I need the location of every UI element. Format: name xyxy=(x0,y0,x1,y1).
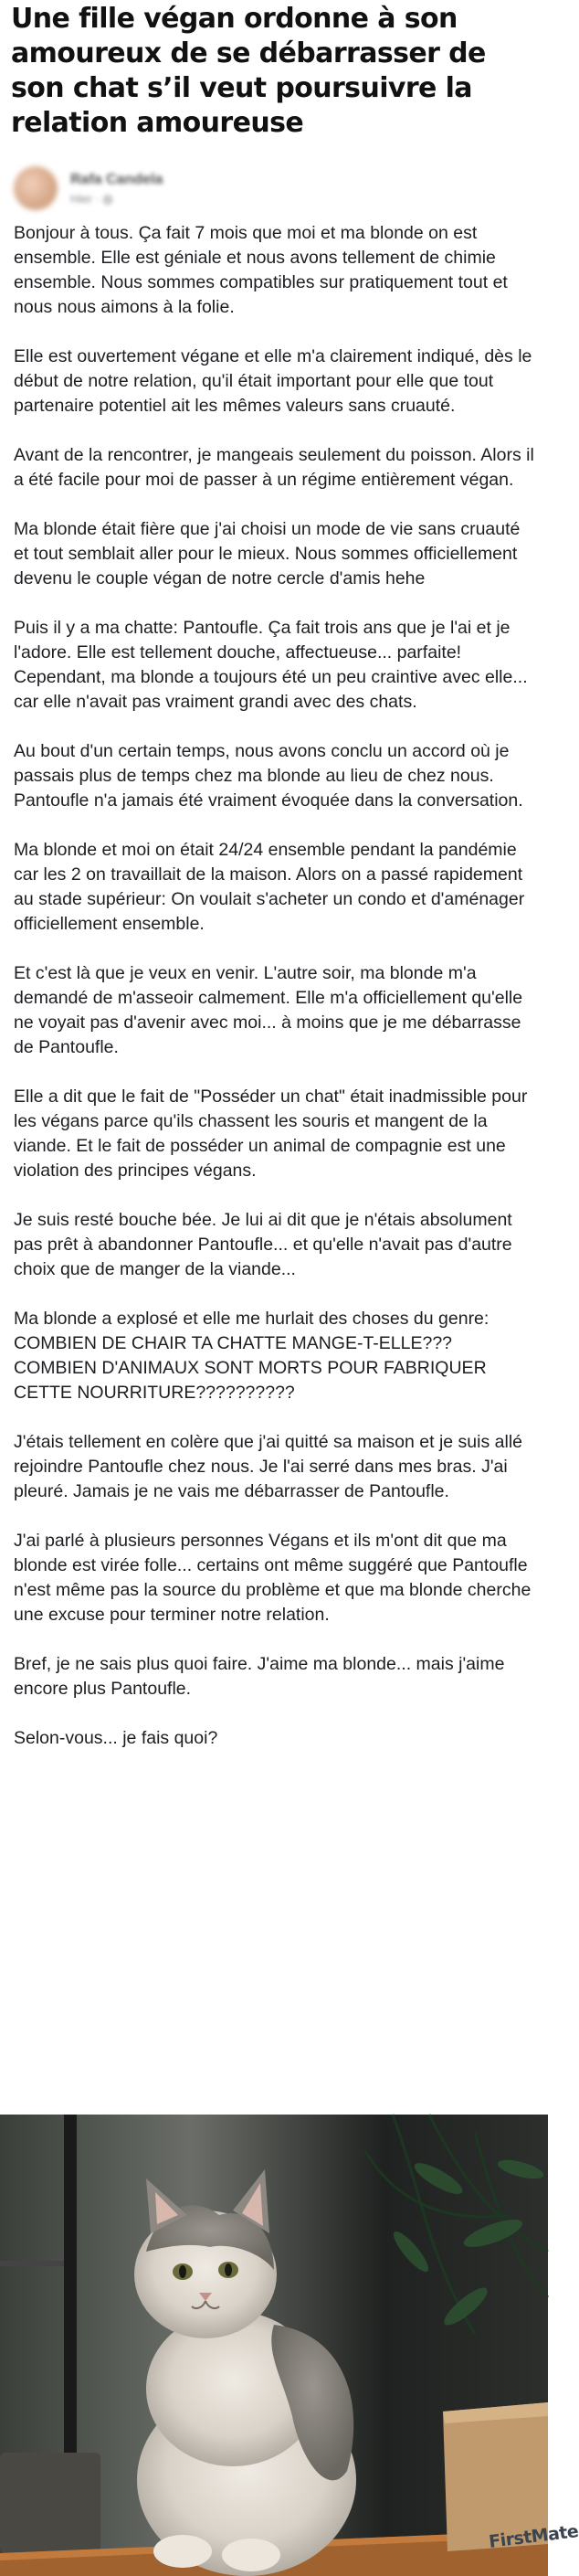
post-paragraph: Au bout d'un certain temps, nous avons conclu un accord où je passais plus de temps chez ma blonde au lieu de chez nous. Pantoufle n'a jamais été vraiment évoquée dans la conversation. xyxy=(14,741,523,811)
post-paragraph: Elle a dit que le fait de "Posséder un chat" était inadmissible pour les végans parce qu'ils chassent les souris et mangent de la viande. Et le fait de posséder un animal de compagnie est une violation des principes végans. xyxy=(14,1087,528,1181)
post-paragraph: Ma blonde et moi on était 24/24 ensemble pendant la pandémie car les 2 on travaillait de la maison. Alors on a passé rapidement au stade supérieur: On voulait s'acheter un condo et d'aménager officiellement ensemble. xyxy=(14,840,525,934)
post-paragraph: Ma blonde a explosé et elle me hurlait des choses du genre: COMBIEN DE CHAIR TA CHATTE MANGE-T-ELLE??? COMBIEN D'ANIMAUX SONT MORTS POUR FABRIQUER CETTE NOURRITURE?????????? xyxy=(14,1309,490,1403)
post-paragraph: Ma blonde était fière que j'ai choisi un mode de vie sans cruauté et tout semblait aller pour le mieux. Nous sommes officiellement devenu le couple végan de notre cercle d'amis hehe xyxy=(14,519,521,588)
cat-photo xyxy=(0,2115,548,2576)
post-paragraph: Avant de la rencontrer, je mangeais seulement du poisson. Alors il a été facile pour moi de passer à un régime entièrement végan. xyxy=(14,445,534,490)
post-paragraph: Bref, je ne sais plus quoi faire. J'aime ma blonde... mais j'aime encore plus Pantoufle. xyxy=(14,1654,505,1699)
post-header xyxy=(14,163,379,214)
cat-photo-illustration xyxy=(0,2115,548,2576)
avatar[interactable] xyxy=(14,166,58,210)
post-paragraph: Bonjour à tous. Ça fait 7 mois que moi et ma blonde on est ensemble. Elle est géniale et nous avons tellement de chimie ensemble. Nous sommes compatibles sur pratiquement tout et nous nous aimons à la folie. xyxy=(14,223,508,317)
post-date[interactable] xyxy=(70,192,113,207)
globe-icon: ◍ xyxy=(102,192,113,206)
article-headline: Une fille végan ordonne à son amoureux de se débarrasser de son chat s’il veut poursuivre la relation amoureuse xyxy=(11,3,486,139)
post-paragraph: Elle est ouvertement végane et elle m'a clairement indiqué, dès le début de notre relation, qu'il était important pour elle que tout partenaire potentiel ait les mêmes valeurs sans cruauté. xyxy=(14,346,532,416)
post-date-text: Hier · xyxy=(70,192,103,206)
post-author[interactable]: Rafa Candela xyxy=(70,172,163,187)
post-paragraph: Selon-vous... je fais quoi? xyxy=(14,1728,218,1748)
box-brand-label: FirstMate xyxy=(488,2521,579,2552)
post-paragraph: Puis il y a ma chatte: Pantoufle. Ça fait trois ans que je l'ai et je l'adore. Elle est tellement douche, affectueuse... parfaite! Cependant, ma blonde a toujours été un peu craintive avec elle... car elle n'avait pas vraiment grandi avec des chats. xyxy=(14,618,528,712)
post-body xyxy=(14,221,536,1776)
social-post-card xyxy=(6,157,542,2115)
post-paragraph: J'étais tellement en colère que j'ai quitté sa maison et je suis allé rejoindre Pantoufle chez nous. Je l'ai serré dans mes bras. J'ai pleuré. Jamais je ne vais me débarrasser de Pantoufle. xyxy=(14,1432,522,1501)
post-paragraph: Et c'est là que je veux en venir. L'autre soir, ma blonde m'a demandé de m'asseoir calmement. Elle m'a officiellement qu'elle ne voyait pas d'avenir avec moi... à moins que je me débarrasse de Pantoufle. xyxy=(14,963,523,1057)
post-paragraph: J'ai parlé à plusieurs personnes Végans et ils m'ont dit que ma blonde est virée folle... certains ont même suggéré que Pantoufle n'est même pas la source du problème et que ma blonde cherche une excuse pour terminer notre relation. xyxy=(14,1531,532,1625)
post-paragraph: Je suis resté bouche bée. Je lui ai dit que je n'étais absolument pas prêt à abandonner Pantoufle... et qu'elle n'avait pas d'autre choix que de manger de la viande... xyxy=(14,1210,512,1279)
